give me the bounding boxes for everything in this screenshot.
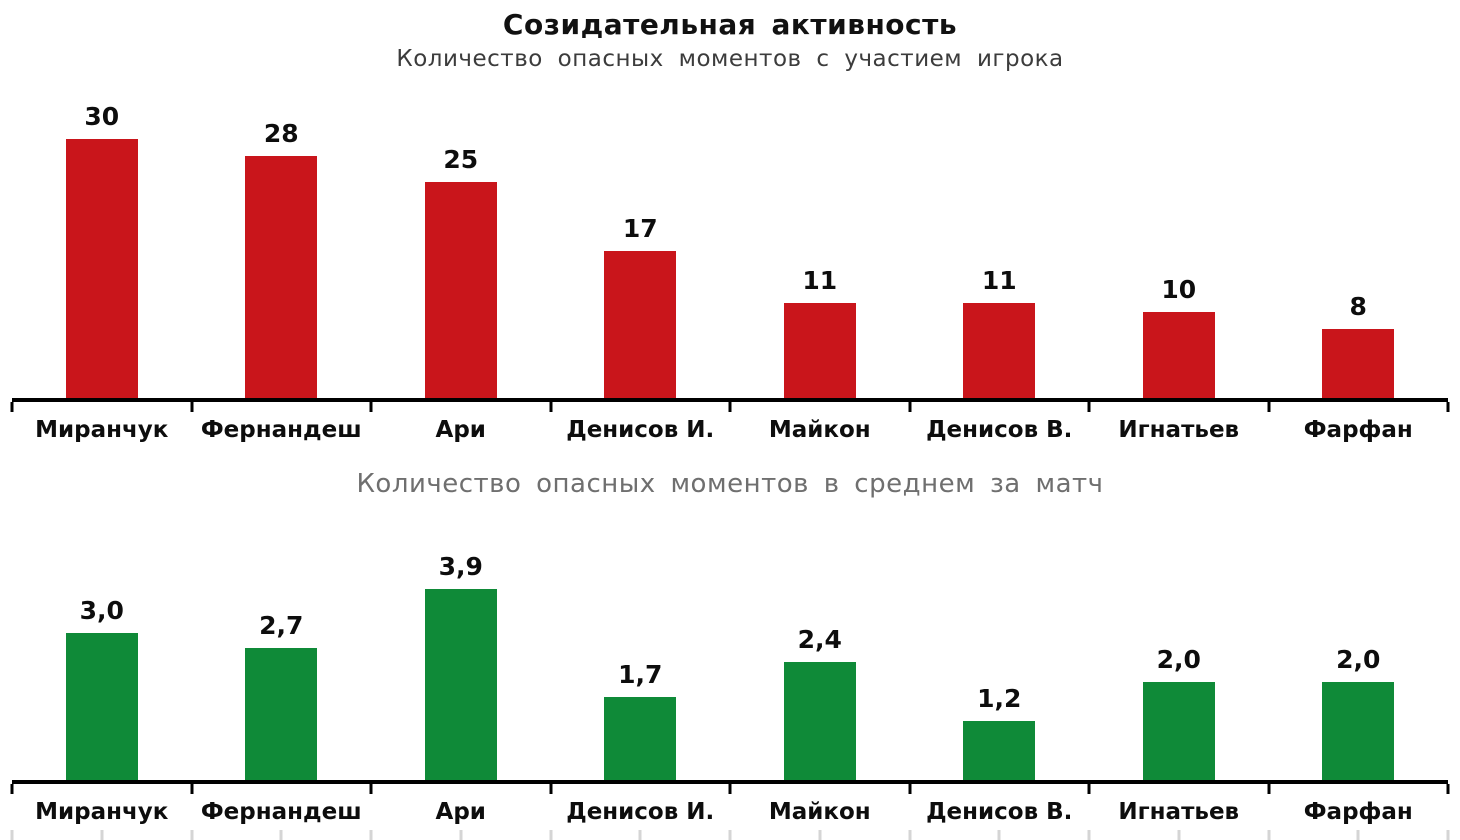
bar-value-label: 8 bbox=[1349, 291, 1367, 321]
axis-tick bbox=[1447, 784, 1450, 794]
chart-top-plot bbox=[12, 96, 1448, 398]
cropped-axis-tick bbox=[818, 830, 821, 840]
cropped-axis-tick bbox=[549, 830, 552, 840]
axis-tick bbox=[1267, 784, 1270, 794]
bar-value-label: 11 bbox=[802, 266, 838, 296]
cropped-axis-tick bbox=[998, 830, 1001, 840]
category-label: Игнатьев bbox=[1118, 799, 1240, 825]
axis-tick bbox=[11, 402, 14, 412]
category-label: Денисов И. bbox=[566, 799, 715, 825]
category-label: Фарфан bbox=[1303, 417, 1413, 443]
bar-cell bbox=[371, 96, 551, 398]
axis-tick bbox=[1088, 784, 1091, 794]
category-label: Денисов В. bbox=[926, 799, 1073, 825]
bar bbox=[784, 303, 856, 398]
bar-cell bbox=[730, 96, 910, 398]
bar-cell bbox=[192, 535, 372, 780]
axis-tick bbox=[11, 784, 14, 794]
category-label: Фарфан bbox=[1303, 799, 1413, 825]
chart-top-subtitle: Количество опасных моментов с участием игрока bbox=[396, 46, 1064, 72]
bar bbox=[425, 182, 497, 398]
category-label: Ари bbox=[435, 417, 486, 443]
bar bbox=[66, 633, 138, 780]
chart-bottom-category-labels bbox=[12, 794, 1448, 826]
bar-cell bbox=[1089, 96, 1269, 398]
category-label: Фернандеш bbox=[200, 799, 362, 825]
bar-cell bbox=[1269, 535, 1449, 780]
bar bbox=[963, 303, 1035, 398]
axis-tick bbox=[370, 402, 373, 412]
bar bbox=[1322, 329, 1394, 398]
bar-value-label: 1,7 bbox=[618, 659, 663, 689]
bar bbox=[784, 662, 856, 780]
cropped-axis-tick bbox=[370, 830, 373, 840]
bar-value-label: 28 bbox=[263, 119, 299, 149]
axis-tick bbox=[729, 402, 732, 412]
bar-cell bbox=[910, 96, 1090, 398]
category-label: Фернандеш bbox=[200, 417, 362, 443]
bar bbox=[1143, 682, 1215, 780]
bar-cell bbox=[551, 96, 731, 398]
bar-cell bbox=[371, 535, 551, 780]
axis-tick bbox=[1267, 402, 1270, 412]
category-label: Денисов В. bbox=[926, 417, 1073, 443]
cropped-axis-tick bbox=[1267, 830, 1270, 840]
bar-value-label: 30 bbox=[84, 102, 120, 132]
cropped-axis-tick bbox=[639, 830, 642, 840]
chart-bottom-subtitle: Количество опасных моментов в среднем за матч bbox=[356, 469, 1104, 499]
cropped-axis-tick bbox=[280, 830, 283, 840]
bar-value-label: 17 bbox=[622, 214, 658, 244]
cropped-axis-tick bbox=[1357, 830, 1360, 840]
bar-cell bbox=[551, 535, 731, 780]
bar-value-label: 2,7 bbox=[259, 610, 304, 640]
bar-value-label: 11 bbox=[981, 266, 1017, 296]
axis-tick bbox=[549, 402, 552, 412]
bar bbox=[963, 721, 1035, 780]
axis-tick bbox=[370, 784, 373, 794]
bar-value-label: 2,0 bbox=[1336, 645, 1381, 674]
bar-cell bbox=[192, 96, 372, 398]
axis-tick bbox=[190, 784, 193, 794]
bar-value-label: 25 bbox=[443, 145, 479, 175]
bar-cell bbox=[12, 96, 192, 398]
axis-tick bbox=[908, 402, 911, 412]
cropped-axis-tick bbox=[1177, 830, 1180, 840]
cropped-axis-tick bbox=[729, 830, 732, 840]
chart-top-axis bbox=[12, 398, 1448, 412]
cropped-axis-tick bbox=[100, 830, 103, 840]
category-label: Денисов И. bbox=[566, 417, 715, 443]
category-label: Игнатьев bbox=[1118, 417, 1240, 443]
bar-value-label: 2,0 bbox=[1156, 645, 1201, 674]
axis-tick bbox=[1088, 402, 1091, 412]
bar-cell bbox=[910, 535, 1090, 780]
bar-cell bbox=[730, 535, 910, 780]
bar-cell bbox=[1269, 96, 1449, 398]
bar-value-label: 3,0 bbox=[79, 596, 124, 625]
page-title: Созидательная активность bbox=[502, 8, 958, 41]
bar bbox=[604, 697, 676, 780]
cropped-axis-tick bbox=[908, 830, 911, 840]
chart-bottom-plot bbox=[12, 535, 1448, 780]
bar bbox=[66, 139, 138, 398]
bar bbox=[245, 156, 317, 398]
category-label: Майкон bbox=[768, 799, 871, 825]
cropped-axis-tick bbox=[1447, 830, 1450, 840]
bar bbox=[1322, 682, 1394, 780]
cropped-axis-tick bbox=[459, 830, 462, 840]
cropped-axis-ticks bbox=[12, 830, 1448, 840]
axis-tick bbox=[190, 402, 193, 412]
header bbox=[0, 0, 1460, 42]
chart-top-category-labels bbox=[12, 412, 1448, 444]
chart-dangerous-moments-per-match bbox=[12, 468, 1448, 826]
cropped-axis-tick bbox=[1088, 830, 1091, 840]
cropped-axis-tick bbox=[190, 830, 193, 840]
category-label: Майкон bbox=[768, 417, 871, 443]
axis-tick bbox=[1447, 402, 1450, 412]
bar-value-label: 10 bbox=[1161, 274, 1197, 304]
bar bbox=[245, 648, 317, 780]
bar bbox=[604, 251, 676, 398]
bar-value-label: 1,2 bbox=[977, 684, 1022, 714]
axis-tick bbox=[549, 784, 552, 794]
bar-cell bbox=[1089, 535, 1269, 780]
bar bbox=[425, 589, 497, 780]
axis-tick bbox=[729, 784, 732, 794]
category-label: Ари bbox=[435, 799, 486, 825]
chart-bottom-axis bbox=[12, 780, 1448, 794]
bar-value-label: 2,4 bbox=[797, 625, 842, 655]
chart-dangerous-moments-total bbox=[12, 44, 1448, 444]
bar-cell bbox=[12, 535, 192, 780]
category-label: Миранчук bbox=[35, 417, 169, 443]
bar bbox=[1143, 312, 1215, 398]
cropped-axis-tick bbox=[11, 830, 14, 840]
bar-value-label: 3,9 bbox=[438, 551, 483, 581]
axis-tick bbox=[908, 784, 911, 794]
category-label: Миранчук bbox=[35, 799, 169, 825]
